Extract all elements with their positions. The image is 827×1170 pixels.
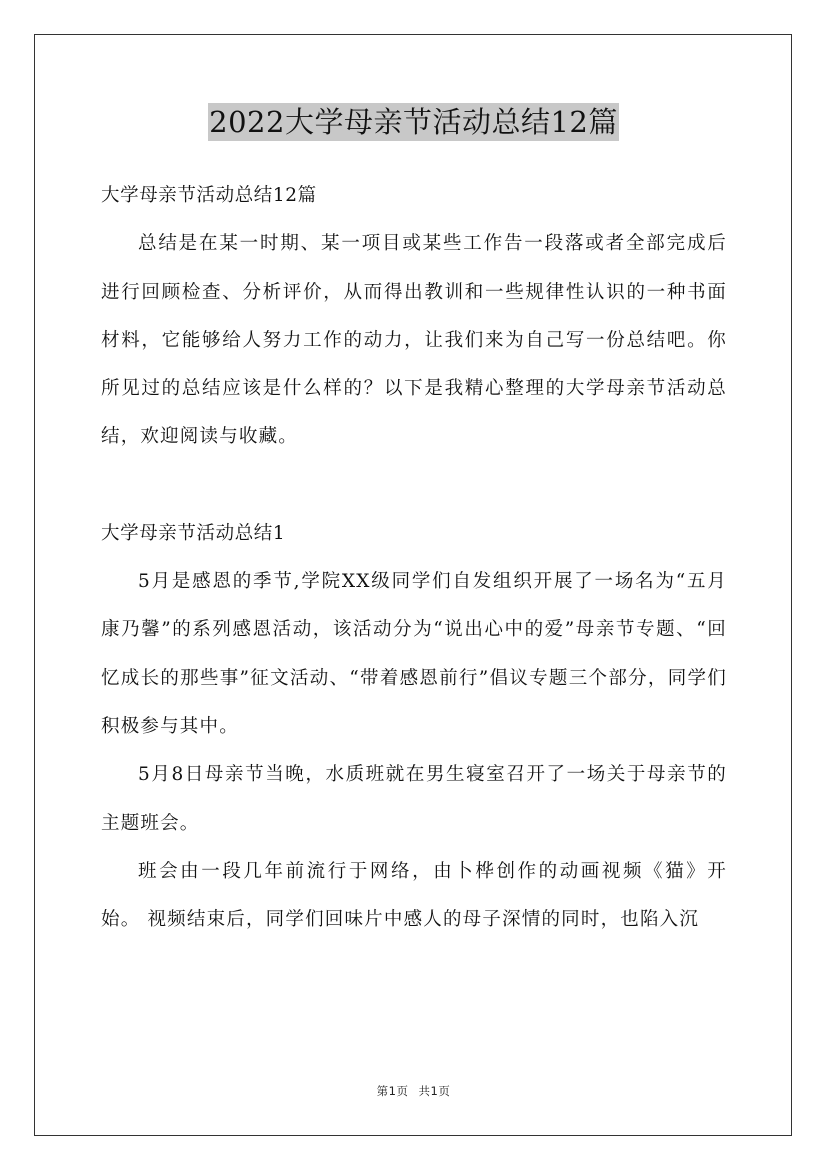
page-total: 共1页 xyxy=(418,1084,451,1098)
intro-paragraph: 总结是在某一时期、某一项目或某些工作告一段落或者全部完成后进行回顾检查、分析评价，从而得出教训和一些规律性认识的一种书面材料，它能够给人努力工作的动力，让我们来为自己写一份总结吧。你所见过的总结应该是什么样的？以下是我精心整理的大学母亲节活动总结，欢迎阅读与收藏。 xyxy=(101,233,727,448)
document-title xyxy=(0,100,827,144)
body-paragraph: 5月8日母亲节当晚，水质班就在男生寝室召开了一场关于母亲节的主题班会。 xyxy=(101,764,727,834)
page-number: 第1页 xyxy=(376,1084,409,1098)
page-footer xyxy=(0,1083,827,1099)
body-paragraph: 班会由一段几年前流行于网络，由卜桦创作的动画视频《猫》开始。 视频结束后，同学们回味片中感人的母子深情的同时，也陷入沉 xyxy=(101,860,727,931)
paragraph-spacer xyxy=(101,462,727,510)
body-paragraph: 5月是感恩的季节,学院XX级同学们自发组织开展了一场名为“五月康乃馨”的系列感恩活动，该活动分为“说出心中的爱”母亲节专题、“回忆成长的那些事”征文活动、“带着感恩前行”倡议专题三个部分，同学们积极参与其中。 xyxy=(101,571,727,737)
document-body xyxy=(101,172,727,944)
document-title-text: 2022大学母亲节活动总结12篇 xyxy=(209,105,618,139)
document-subtitle: 大学母亲节活动总结12篇 xyxy=(101,185,317,206)
section-heading: 大学母亲节活动总结1 xyxy=(101,522,286,544)
